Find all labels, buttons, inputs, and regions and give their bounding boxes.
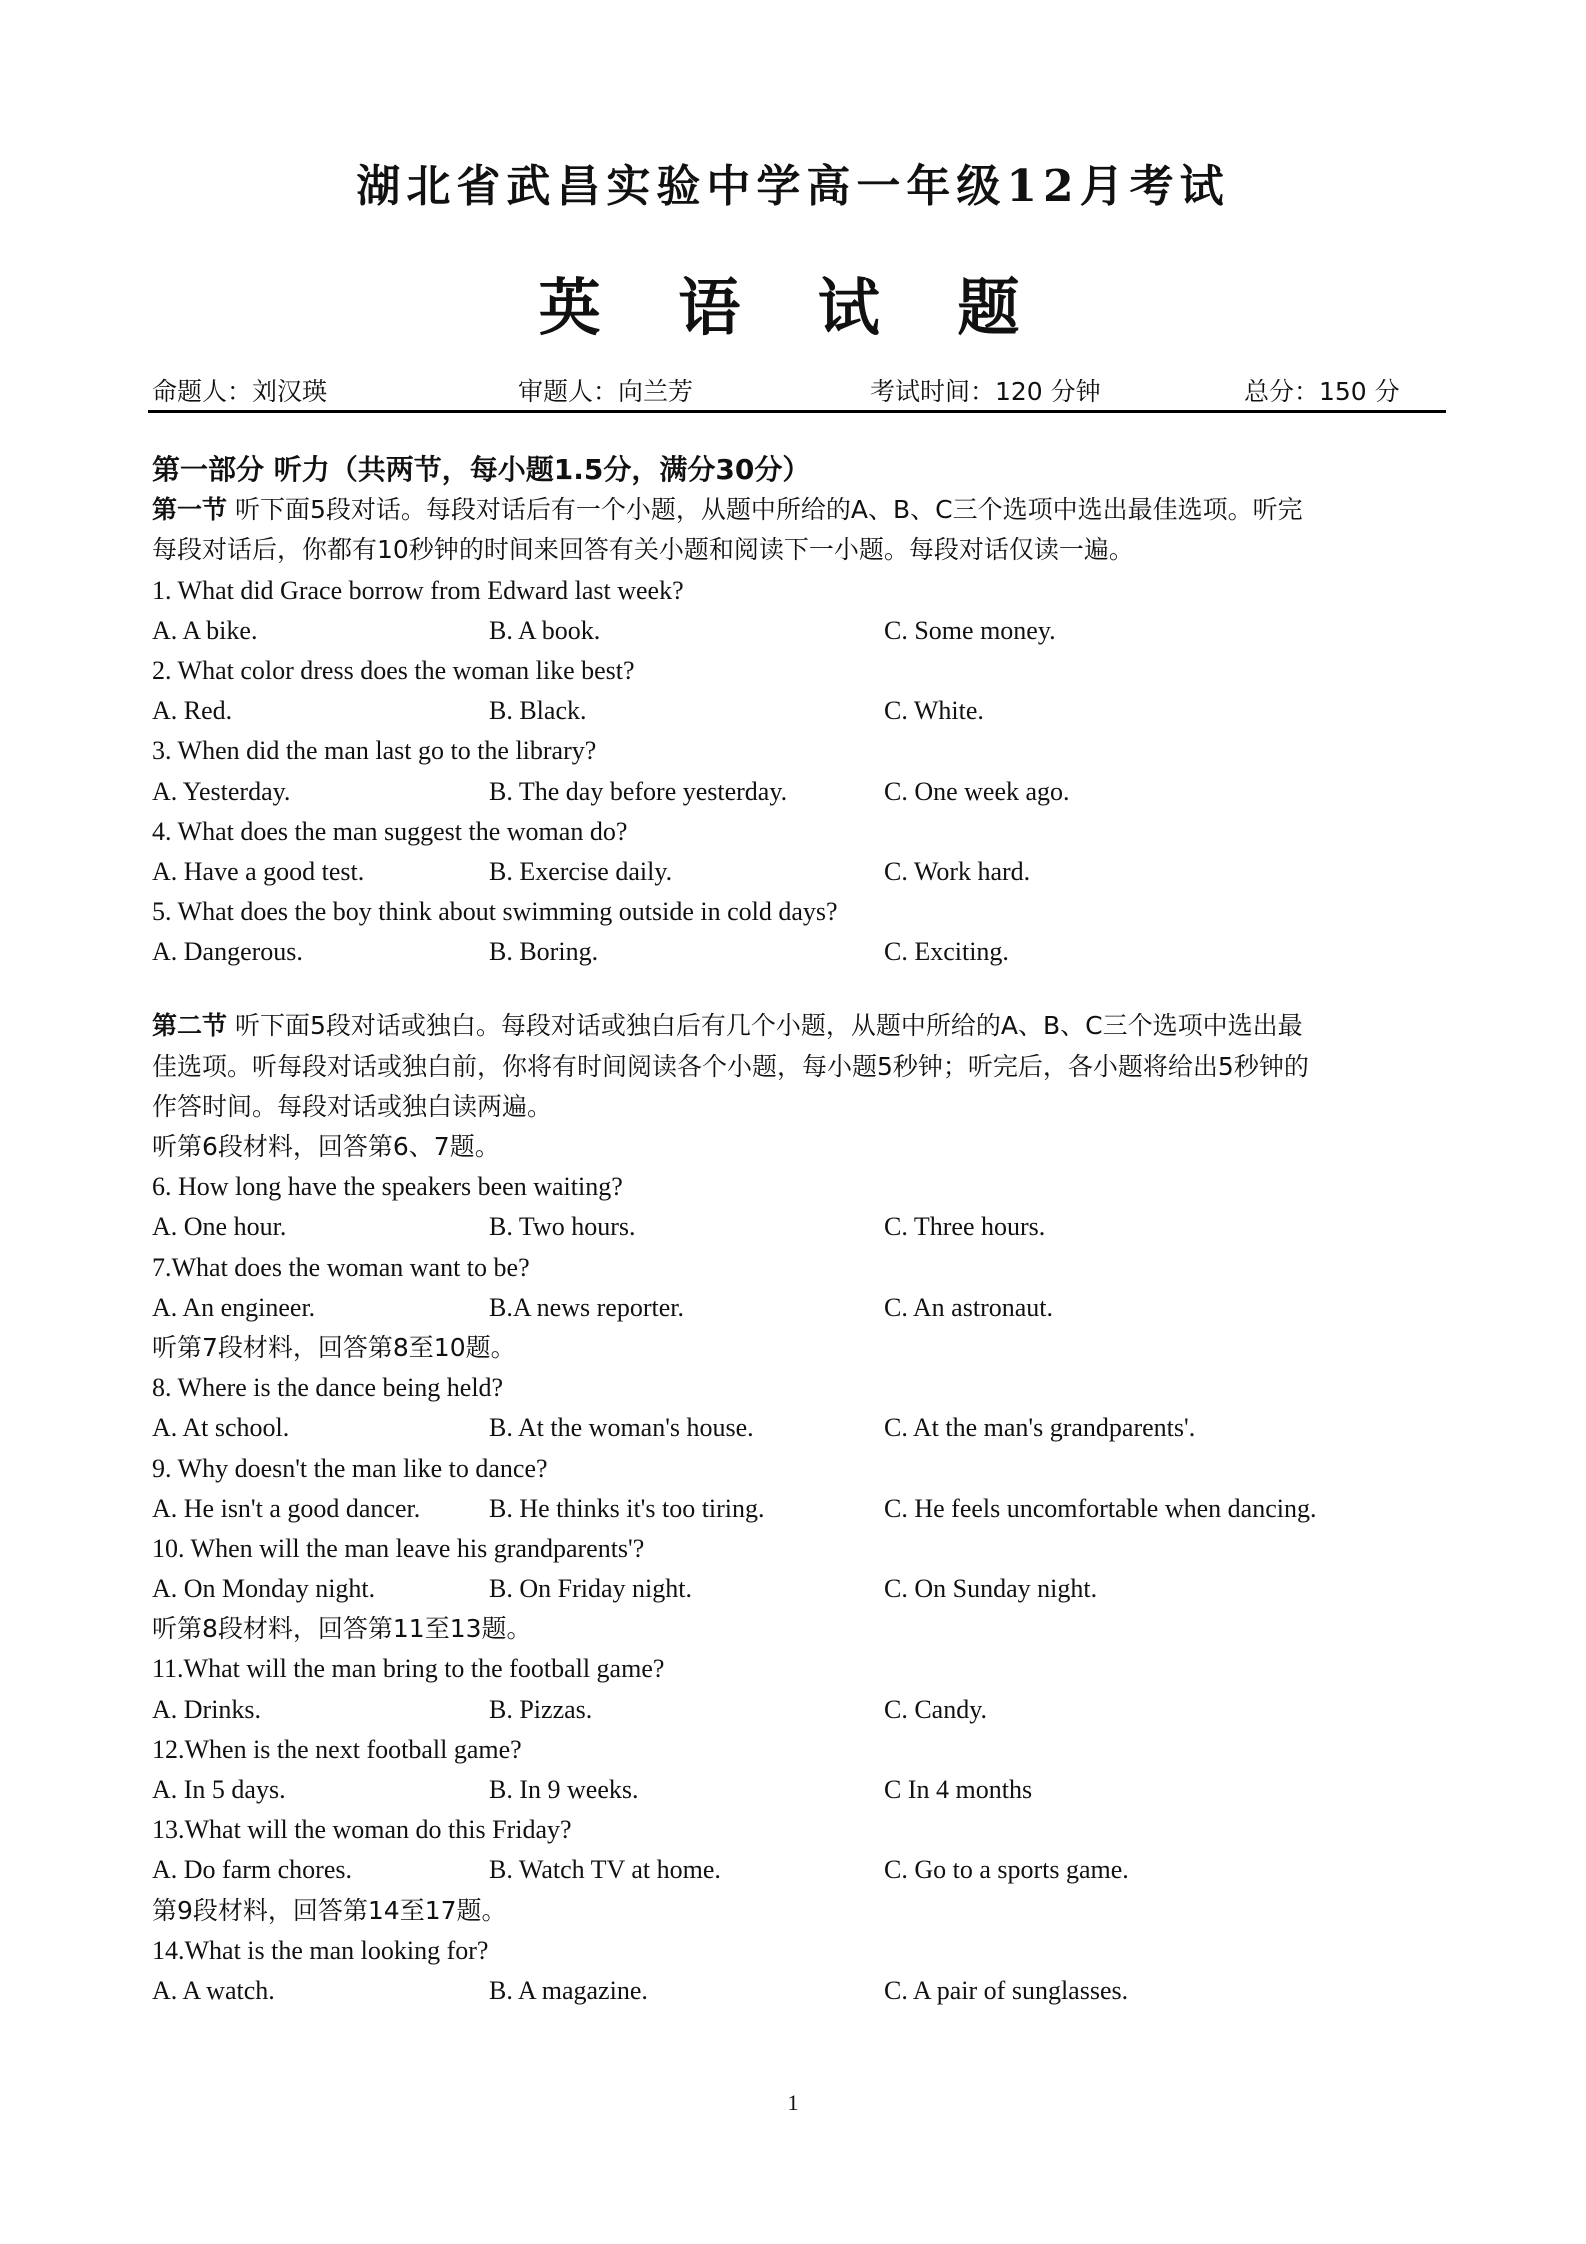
question-options bbox=[152, 1850, 1448, 1890]
question-stem: 7.What does the woman want to be? bbox=[152, 1252, 530, 1282]
reviewer-label: 审题人：向兰芳 bbox=[518, 377, 694, 406]
setter-label: 命题人：刘汉瑛 bbox=[152, 377, 328, 406]
question-options bbox=[152, 772, 1448, 812]
option-a: A. An engineer. bbox=[152, 1292, 316, 1322]
option-a: A. One hour. bbox=[152, 1212, 287, 1242]
option-c: C. Candy. bbox=[884, 1694, 988, 1724]
question-stem: 2. What color dress does the woman like best? bbox=[152, 655, 635, 685]
option-b: B. In 9 weeks. bbox=[489, 1775, 639, 1804]
material-note: 听第8段材料，回答第11至13题。 bbox=[152, 1614, 532, 1644]
option-a: A. Drinks. bbox=[152, 1694, 262, 1724]
question-options bbox=[152, 1207, 1448, 1247]
material-note: 听第6段材料，回答第6、7题。 bbox=[152, 1132, 500, 1161]
instruction-text: 每段对话后，你都有10秒钟的时间来回答有关小题和阅读下一小题。每段对话仅读一遍。 bbox=[152, 535, 1134, 565]
option-c: C. On Sunday night. bbox=[884, 1574, 1098, 1604]
option-a: A. A bike. bbox=[152, 615, 258, 645]
instruction-text: 听下面5段对话。每段对话后有一个小题，从题中所给的A、B、C三个选项中选出最佳选项。听完 bbox=[227, 495, 1303, 525]
listening-part bbox=[152, 450, 1448, 2011]
option-b: B. The day before yesterday. bbox=[489, 776, 788, 806]
option-a: A. A watch. bbox=[152, 1975, 275, 2005]
section-gap bbox=[152, 972, 1448, 1006]
question-stem: 3. When did the man last go to the library? bbox=[152, 736, 597, 766]
option-b: B.A news reporter. bbox=[489, 1292, 684, 1322]
question-stem: 6. How long have the speakers been waiting? bbox=[152, 1172, 623, 1202]
option-b: B. On Friday night. bbox=[489, 1574, 692, 1604]
option-a: A. In 5 days. bbox=[152, 1775, 286, 1804]
option-a: A. Do farm chores. bbox=[152, 1855, 352, 1885]
total-score-label: 总分：150 分 bbox=[1244, 377, 1400, 406]
header-divider bbox=[148, 410, 1446, 413]
material-note: 第9段材料，回答第14至17题。 bbox=[152, 1895, 507, 1925]
option-c: C. Three hours. bbox=[884, 1212, 1046, 1242]
exam-title: 湖北省武昌实验中学高一年级12月考试 bbox=[356, 161, 1230, 212]
option-a: A. Red. bbox=[152, 696, 233, 726]
option-b: B. At the woman's house. bbox=[489, 1413, 754, 1443]
option-b: B. Watch TV at home. bbox=[489, 1855, 721, 1885]
option-a: A. On Monday night. bbox=[152, 1574, 376, 1604]
option-b: B. Black. bbox=[489, 696, 587, 726]
option-c: C. An astronaut. bbox=[884, 1292, 1053, 1322]
question-options bbox=[152, 611, 1448, 651]
option-b: B. Exercise daily. bbox=[489, 856, 673, 886]
question-options bbox=[152, 1408, 1448, 1448]
question-options bbox=[152, 1569, 1448, 1609]
option-c: C In 4 months bbox=[884, 1775, 1033, 1804]
option-c: C. A pair of sunglasses. bbox=[884, 1975, 1129, 2005]
option-c: C. At the man's grandparents'. bbox=[884, 1413, 1196, 1443]
instruction-text: 作答时间。每段对话或独白读两遍。 bbox=[152, 1091, 553, 1121]
question-options bbox=[152, 1971, 1448, 2011]
question-stem: 13.What will the woman do this Friday? bbox=[152, 1815, 572, 1845]
question-options bbox=[152, 1770, 1448, 1810]
option-c: C. Some money. bbox=[884, 615, 1056, 645]
question-stem: 8. Where is the dance being held? bbox=[152, 1373, 504, 1403]
option-b: B. A book. bbox=[489, 615, 601, 645]
page-number: 1 bbox=[787, 2090, 799, 2115]
option-c: C. He feels uncomfortable when dancing. bbox=[884, 1493, 1317, 1523]
option-a: A. At school. bbox=[152, 1413, 290, 1443]
instruction-text: 听下面5段对话或独白。每段对话或独白后有几个小题，从题中所给的A、B、C三个选项中选出最 bbox=[227, 1011, 1303, 1041]
option-b: B. Boring. bbox=[489, 937, 599, 967]
section-label: 第二节 bbox=[152, 1011, 228, 1041]
question-stem: 12.When is the next football game? bbox=[152, 1734, 522, 1764]
question-options bbox=[152, 932, 1448, 972]
question-stem: 1. What did Grace borrow from Edward last week? bbox=[152, 575, 684, 605]
option-c: C. Work hard. bbox=[884, 856, 1031, 886]
question-options bbox=[152, 691, 1448, 731]
option-c: C. One week ago. bbox=[884, 776, 1070, 806]
option-b: B. He thinks it's too tiring. bbox=[489, 1493, 765, 1523]
question-stem: 4. What does the man suggest the woman do? bbox=[152, 816, 628, 846]
option-a: A. He isn't a good dancer. bbox=[152, 1493, 421, 1523]
option-c: C. White. bbox=[884, 696, 984, 726]
option-a: A. Dangerous. bbox=[152, 937, 303, 967]
option-a: A. Yesterday. bbox=[152, 776, 291, 806]
question-stem: 11.What will the man bring to the football game? bbox=[152, 1654, 665, 1684]
option-a: A. Have a good test. bbox=[152, 856, 365, 886]
question-stem: 9. Why doesn't the man like to dance? bbox=[152, 1453, 548, 1483]
question-options bbox=[152, 852, 1448, 892]
subject-title: 英 语 试 题 bbox=[538, 271, 1048, 344]
exam-meta-row bbox=[152, 372, 1442, 408]
section-one-instruction bbox=[152, 490, 1448, 530]
part-heading: 第一部分 听力（共两节，每小题1.5分，满分30分） bbox=[152, 453, 811, 486]
option-b: B. Pizzas. bbox=[489, 1694, 593, 1724]
question-stem: 5. What does the boy think about swimming outside in cold days? bbox=[152, 897, 838, 927]
material-note: 听第7段材料，回答第8至10题。 bbox=[152, 1332, 516, 1362]
option-b: B. Two hours. bbox=[489, 1212, 636, 1242]
question-options bbox=[152, 1288, 1448, 1328]
question-stem: 14.What is the man looking for? bbox=[152, 1935, 489, 1965]
instruction-text: 佳选项。听每段对话或独白前，你将有时间阅读各个小题，每小题5秒钟；听完后，各小题将给出5秒钟的 bbox=[152, 1051, 1309, 1081]
option-c: C. Exciting. bbox=[884, 937, 1009, 967]
question-options bbox=[152, 1489, 1448, 1529]
option-c: C. Go to a sports game. bbox=[884, 1855, 1129, 1885]
section-two-instruction bbox=[152, 1006, 1448, 1046]
question-options bbox=[152, 1690, 1448, 1730]
duration-label: 考试时间：120 分钟 bbox=[870, 377, 1101, 406]
option-b: B. A magazine. bbox=[489, 1975, 648, 2005]
question-stem: 10. When will the man leave his grandparents'? bbox=[152, 1533, 645, 1563]
section-label: 第一节 bbox=[152, 495, 228, 525]
